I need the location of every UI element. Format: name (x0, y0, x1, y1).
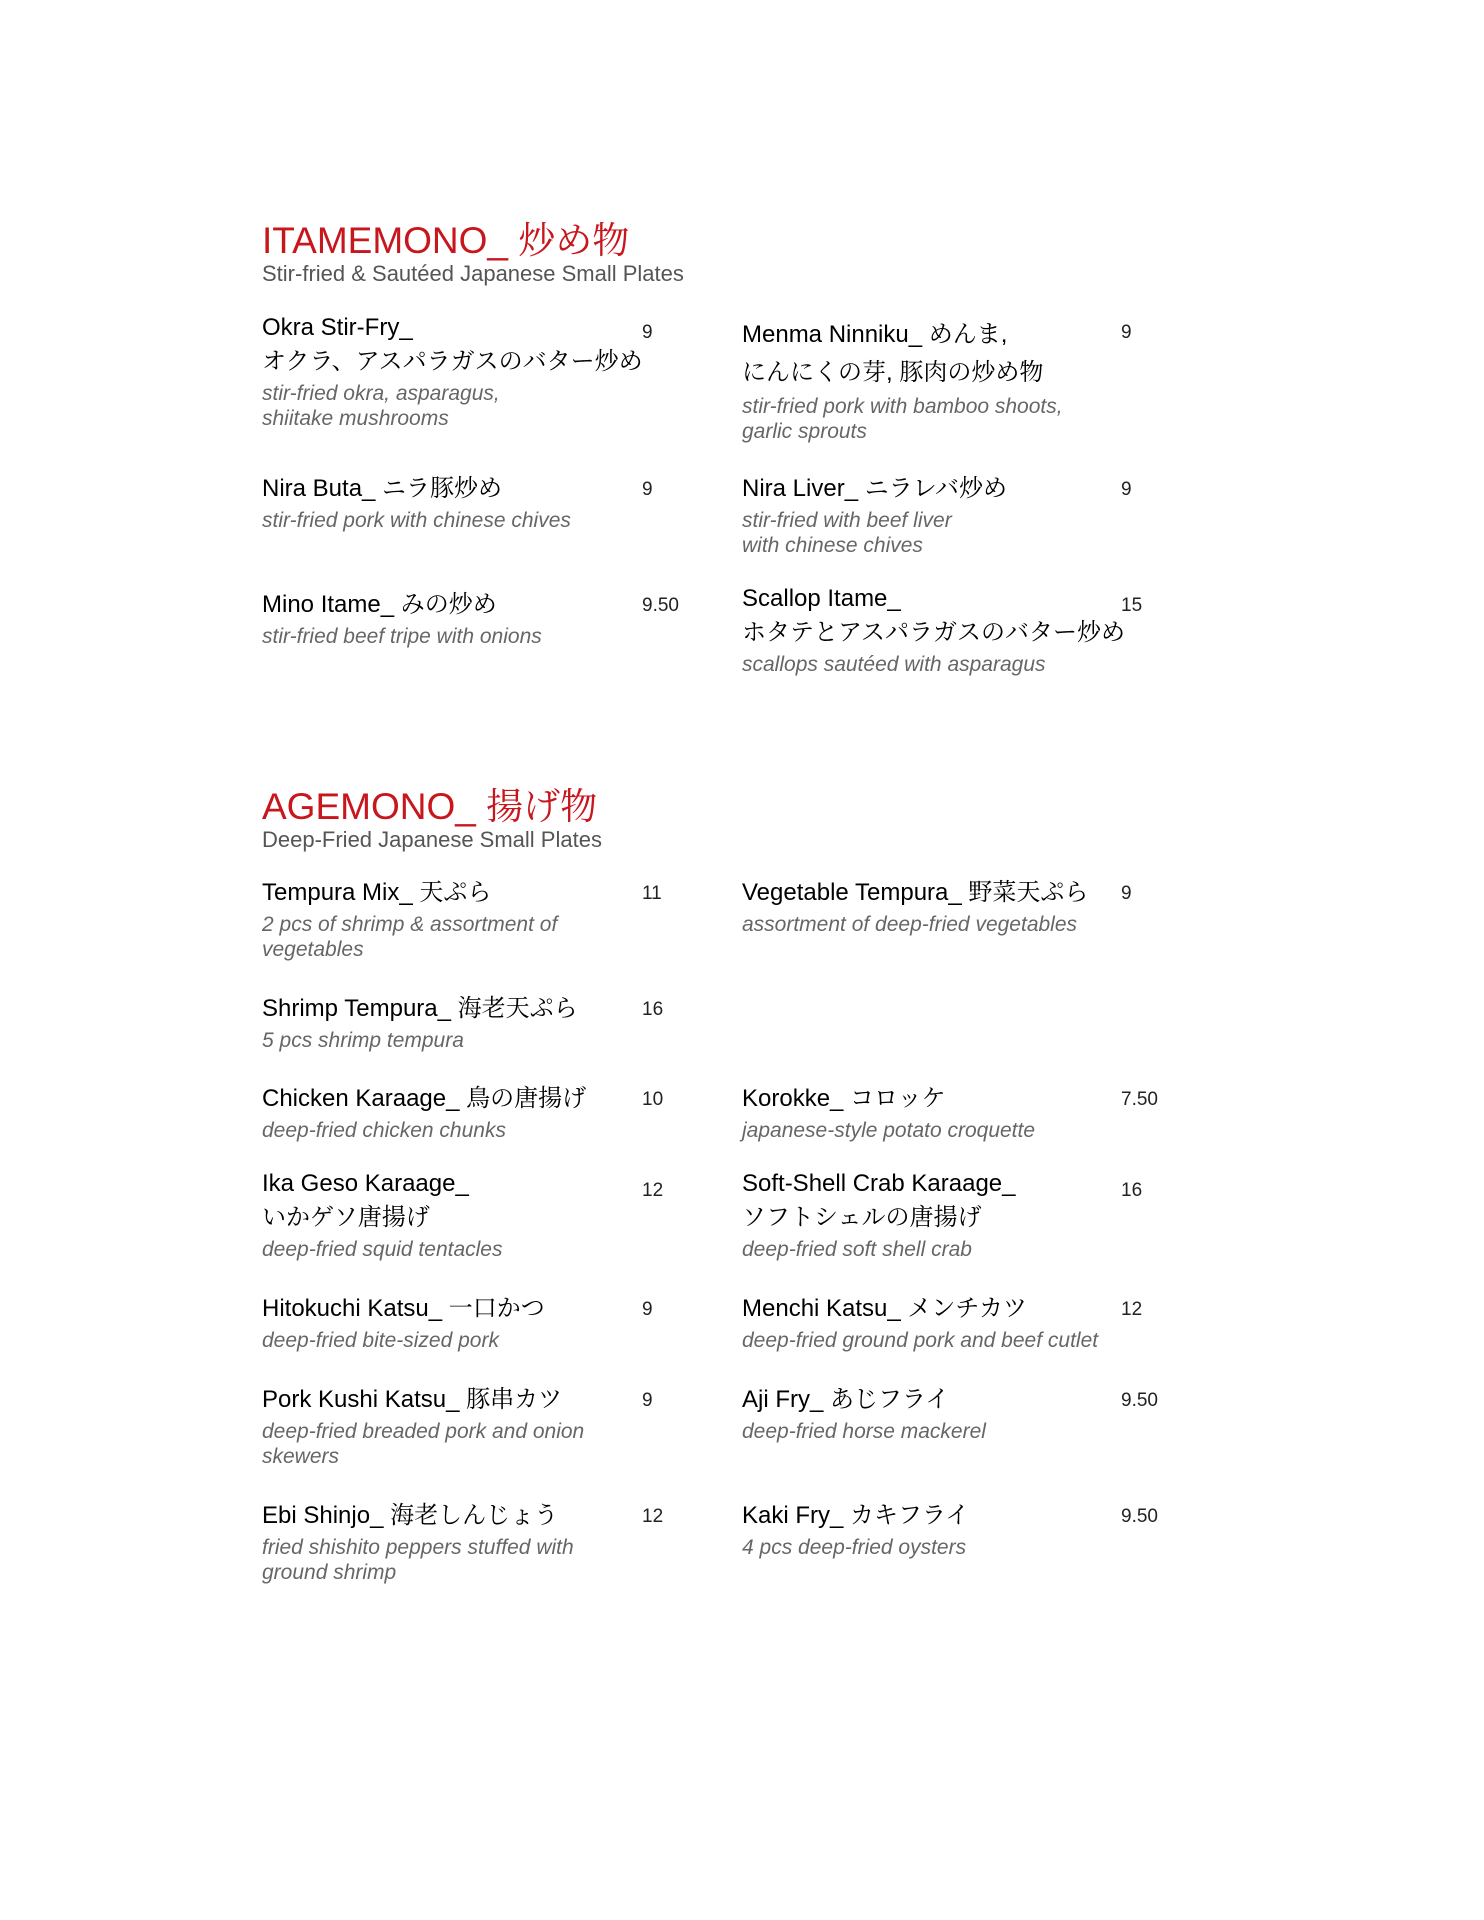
item-description-line: shiitake mushrooms (262, 407, 449, 430)
agemono-section-title: AGEMONO_ 揚げ物 (262, 786, 598, 827)
menu-item-mino-itame (262, 588, 682, 649)
item-name: Mino Itame_ みの炒め (262, 591, 497, 618)
item-price: 12 (642, 1506, 664, 1527)
item-price: 10 (642, 1089, 664, 1110)
item-name: Okra Stir-Fry_ (262, 314, 413, 341)
item-description (262, 1419, 682, 1469)
item-name-jp: ソフトシェルの唐揚げ (742, 1204, 982, 1231)
item-description (262, 624, 682, 649)
item-description-line: deep-fried bite-sized pork (262, 1329, 499, 1352)
item-name-jp: ホタテとアスパラガスのバター炒め (742, 619, 1126, 646)
item-price: 9 (1121, 883, 1132, 904)
item-description-line: stir-fried pork with bamboo shoots, (742, 395, 1063, 418)
menu-item-okra-stir-fry (262, 311, 682, 431)
item-name-jp: オクラ、アスパラガスのバター炒め (262, 348, 643, 375)
itamemono-section-subtitle: Stir-fried & Sautéed Japanese Small Plates (262, 261, 684, 286)
item-name: Scallop Itame_ (742, 585, 901, 612)
item-price: 12 (1121, 1299, 1143, 1320)
menu-item-chicken-karaage (262, 1082, 682, 1143)
item-name: Vegetable Tempura_ 野菜天ぷら (742, 879, 1089, 906)
menu-item-nira-buta (262, 472, 682, 533)
item-description (742, 652, 1162, 677)
item-description (262, 508, 682, 533)
item-description (262, 912, 682, 962)
item-description-line: 2 pcs of shrimp & assortment of (262, 913, 558, 936)
item-name-jp: にんにくの芽, 豚肉の炒め物 (742, 359, 1044, 386)
item-description-line: with chinese chives (742, 534, 923, 557)
item-name: Hitokuchi Katsu_ 一口かつ (262, 1295, 545, 1322)
menu-item-pork-kushi-katsu (262, 1383, 682, 1469)
menu-item-vegetable-tempura (742, 876, 1162, 937)
item-name: Nira Liver_ ニラレバ炒め (742, 475, 1008, 502)
item-price: 9 (642, 479, 653, 500)
item-description-line: assortment of deep-fried vegetables (742, 913, 1078, 936)
item-price: 15 (1121, 595, 1143, 616)
menu-item-ika-geso-karaage (262, 1167, 682, 1262)
item-description-line: deep-fried squid tentacles (262, 1238, 503, 1261)
item-description-line: stir-fried beef tripe with onions (262, 625, 542, 648)
item-description (262, 381, 682, 431)
itamemono-section-title: ITAMEMONO_ 炒め物 (262, 220, 630, 261)
item-description-line: skewers (262, 1445, 340, 1468)
item-name: Shrimp Tempura_ 海老天ぷら (262, 995, 578, 1022)
menu-item-shrimp-tempura (262, 992, 682, 1053)
item-description-line: deep-fried breaded pork and onion (262, 1420, 585, 1443)
item-description-line: 5 pcs shrimp tempura (262, 1029, 464, 1052)
item-name: Nira Buta_ ニラ豚炒め (262, 475, 503, 502)
item-description-line: scallops sautéed with asparagus (742, 653, 1046, 676)
item-price: 11 (642, 883, 662, 904)
item-name: Aji Fry_ あじフライ (742, 1386, 950, 1413)
item-description-line: stir-fried with beef liver (742, 509, 952, 532)
menu-item-aji-fry (742, 1383, 1162, 1444)
item-description-line: 4 pcs deep-fried oysters (742, 1536, 967, 1559)
item-description (742, 1237, 1162, 1262)
item-description-line: deep-fried ground pork and beef cutlet (742, 1329, 1099, 1352)
item-description-line: fried shishito peppers stuffed with (262, 1536, 574, 1559)
item-description-line: deep-fried horse mackerel (742, 1420, 986, 1443)
item-price: 9 (1121, 479, 1132, 500)
menu-item-korokke (742, 1082, 1162, 1143)
item-name-jp: いかゲソ唐揚げ (262, 1204, 430, 1231)
item-name: Kaki Fry_ カキフライ (742, 1502, 970, 1529)
item-name: Menchi Katsu_ メンチカツ (742, 1295, 1027, 1322)
item-price: 9 (642, 322, 653, 343)
menu-item-menchi-katsu (742, 1292, 1162, 1353)
item-description (262, 1118, 682, 1143)
item-description (262, 1028, 682, 1053)
item-description-line: deep-fried chicken chunks (262, 1119, 506, 1142)
item-price: 9 (642, 1299, 653, 1320)
agemono-section-subtitle: Deep-Fried Japanese Small Plates (262, 827, 602, 852)
item-description (262, 1328, 682, 1353)
item-price: 9.50 (642, 595, 679, 616)
item-price: 9.50 (1121, 1506, 1158, 1527)
item-description (742, 1118, 1162, 1143)
item-price: 7.50 (1121, 1089, 1158, 1110)
item-description (742, 1328, 1162, 1353)
item-name: Ika Geso Karaage_ (262, 1170, 469, 1197)
item-price: 16 (1121, 1180, 1143, 1201)
item-description (742, 1535, 1162, 1560)
item-description (742, 508, 1162, 558)
item-price: 12 (642, 1180, 664, 1201)
item-description (262, 1237, 682, 1262)
item-price: 9 (1121, 322, 1132, 343)
menu-item-hitokuchi-katsu (262, 1292, 682, 1353)
menu-item-nira-liver (742, 472, 1162, 558)
item-description (262, 1535, 682, 1585)
item-price: 9.50 (1121, 1390, 1158, 1411)
item-description-line: ground shrimp (262, 1561, 397, 1584)
item-name: Soft-Shell Crab Karaage_ (742, 1170, 1016, 1197)
item-description-line: deep-fried soft shell crab (742, 1238, 972, 1261)
item-description-line: stir-fried pork with chinese chives (262, 509, 571, 532)
menu-item-soft-shell-crab-karaage (742, 1167, 1162, 1262)
item-description (742, 1419, 1162, 1444)
menu-item-menma-ninniku (742, 316, 1162, 444)
item-description (742, 912, 1162, 937)
item-description (742, 394, 1162, 444)
menu-item-kaki-fry (742, 1499, 1162, 1560)
menu-item-scallop-itame (742, 582, 1162, 677)
menu-item-tempura-mix (262, 876, 682, 962)
item-name: Korokke_ コロッケ (742, 1085, 946, 1112)
item-name: Tempura Mix_ 天ぷら (262, 879, 492, 906)
item-price: 16 (642, 999, 664, 1020)
item-description-line: vegetables (262, 938, 364, 961)
item-description-line: garlic sprouts (742, 420, 867, 443)
item-name: Chicken Karaage_ 鳥の唐揚げ (262, 1085, 587, 1112)
item-price: 9 (642, 1390, 653, 1411)
menu-item-ebi-shinjo (262, 1499, 682, 1585)
item-name: Menma Ninniku_ めんま, (742, 321, 1008, 348)
item-description-line: stir-fried okra, asparagus, (262, 382, 500, 405)
item-name: Pork Kushi Katsu_ 豚串カツ (262, 1386, 563, 1413)
item-name: Ebi Shinjo_ 海老しんじょう (262, 1502, 559, 1529)
item-description-line: japanese-style potato croquette (742, 1119, 1036, 1142)
